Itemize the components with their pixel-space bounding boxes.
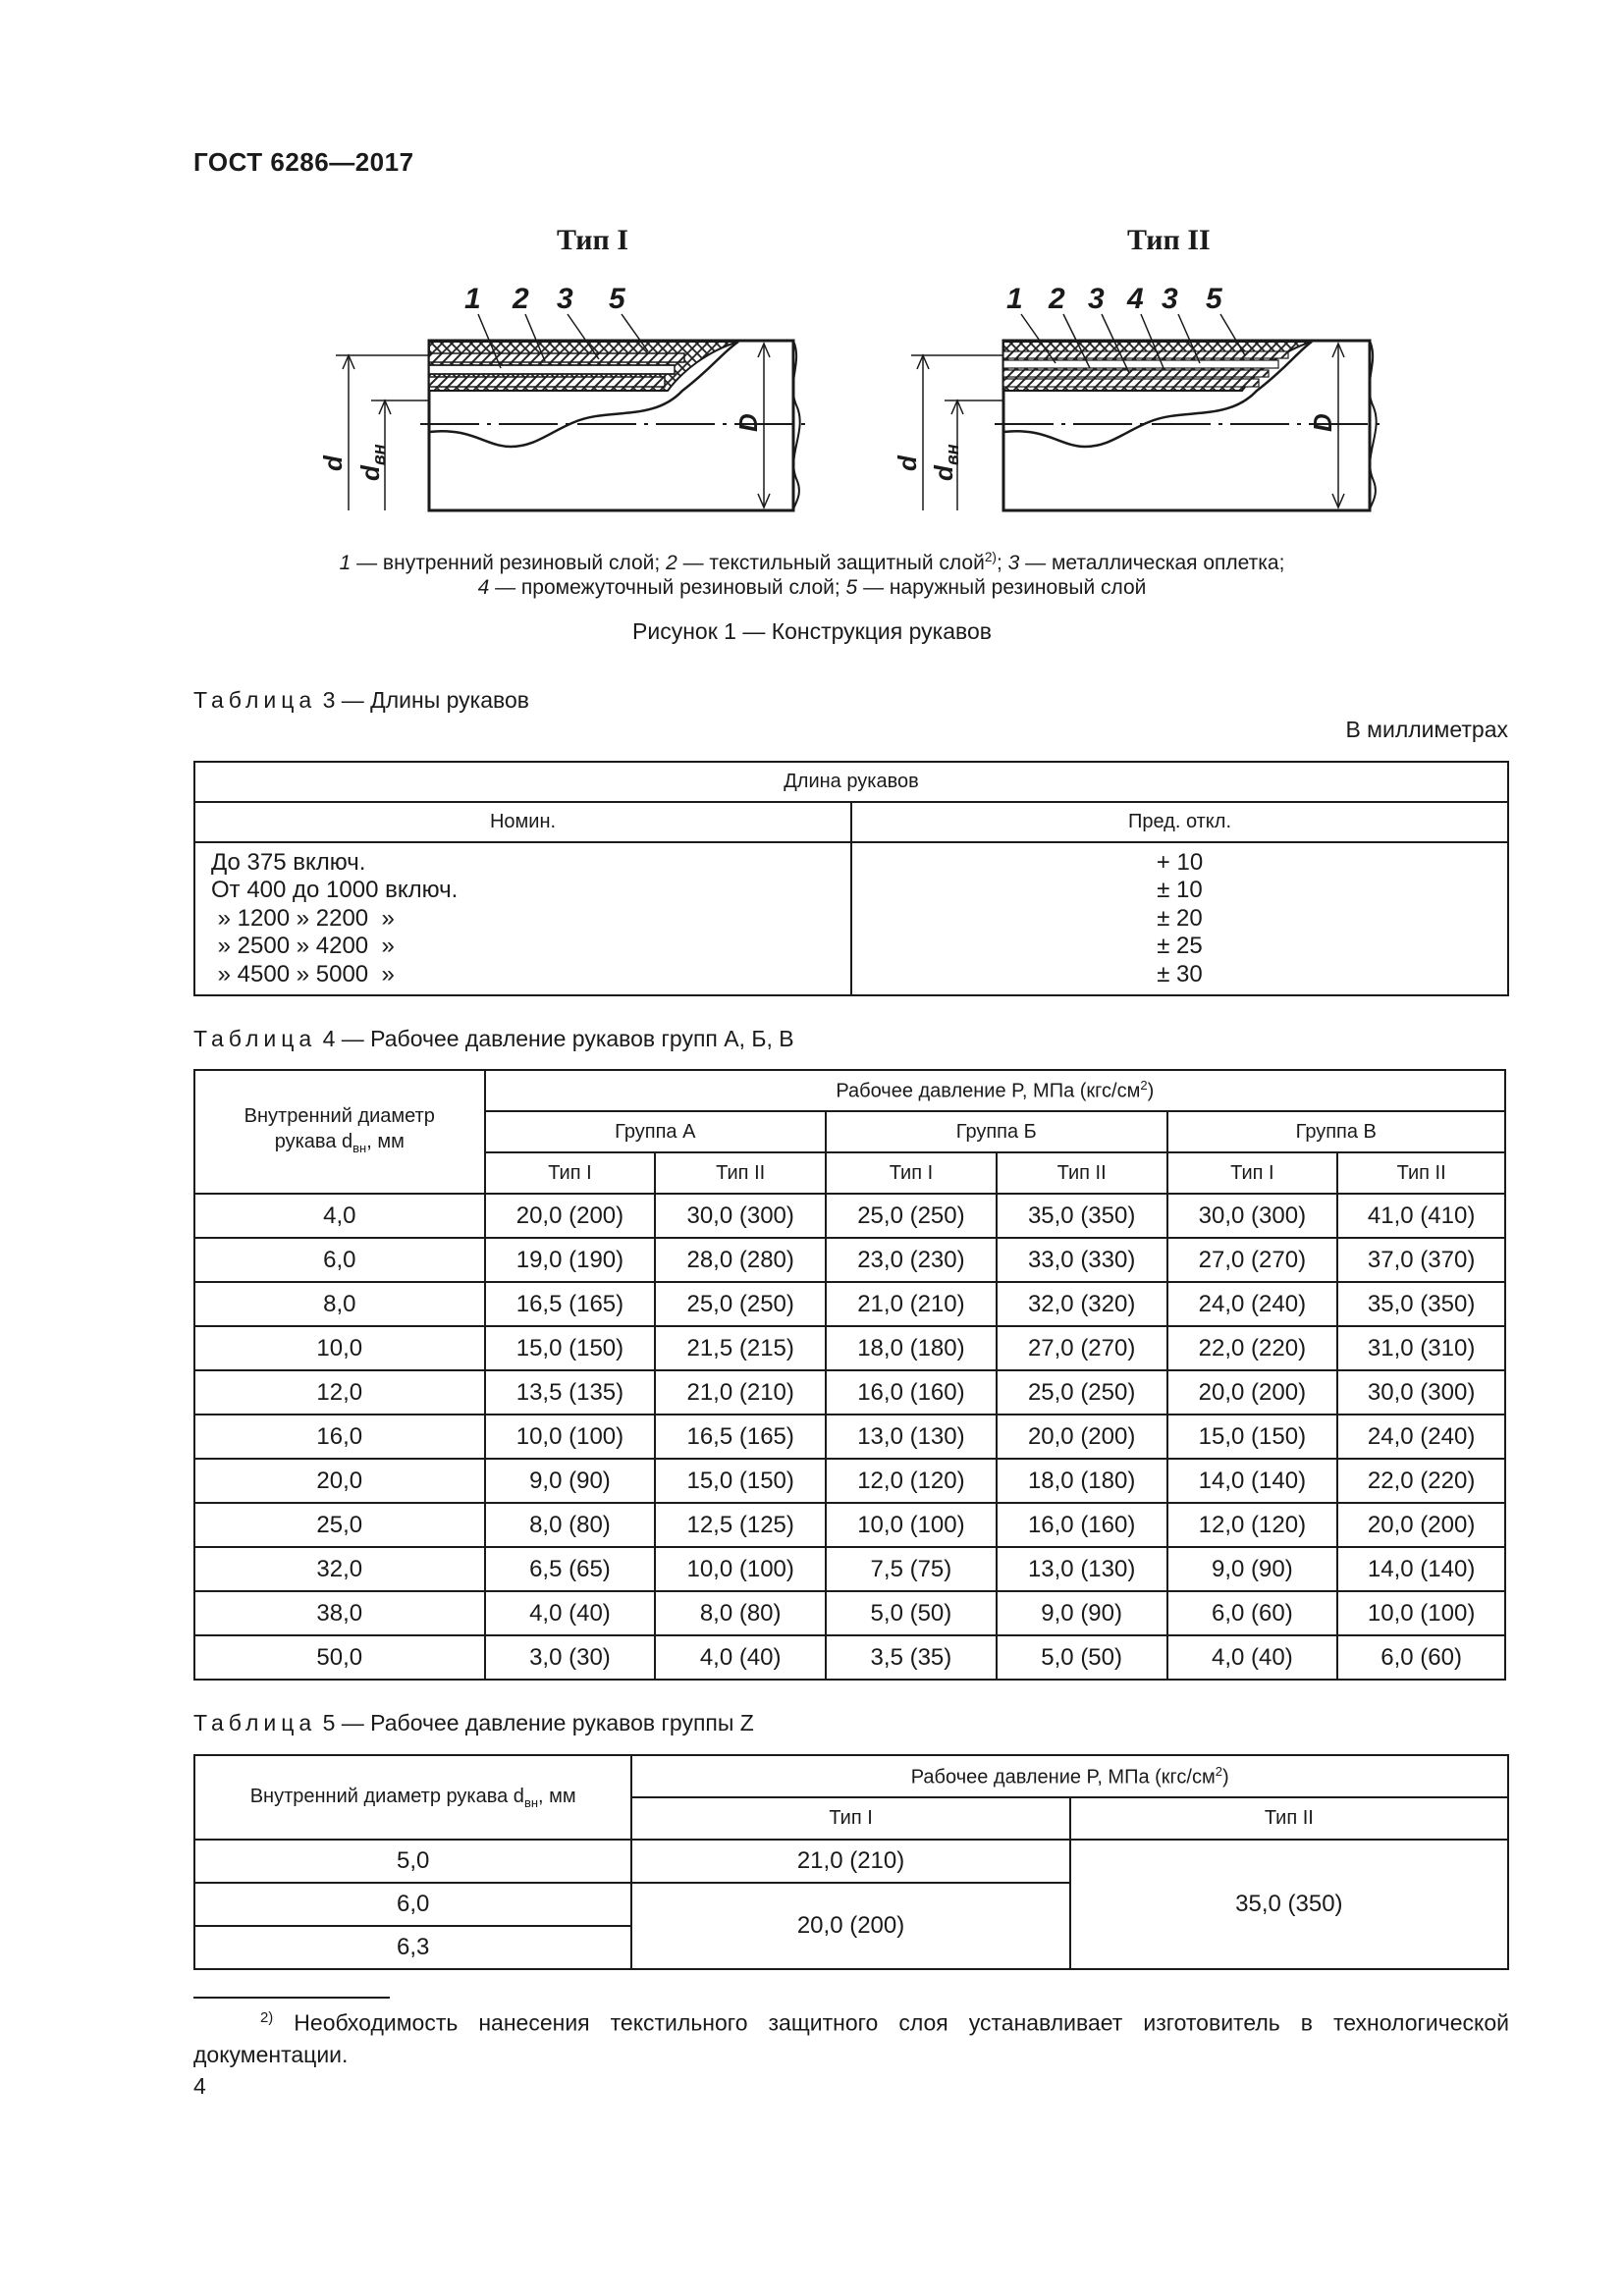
table4-pressure-cell: 13,5 (135) <box>485 1370 656 1415</box>
table4-pressure-cell: 5,0 (50) <box>997 1635 1167 1680</box>
table4-pressure-cell: 30,0 (300) <box>655 1194 826 1238</box>
table4-row <box>194 1194 1505 1238</box>
table3-nominal-1: До 375 включ. <box>211 848 366 876</box>
page-number: 4 <box>193 2073 206 2099</box>
table4-diameter-cell: 6,0 <box>194 1238 485 1282</box>
table3-head-nominal: Номин. <box>194 802 851 842</box>
table4-pressure-cell: 18,0 (180) <box>826 1326 997 1370</box>
table4-row <box>194 1547 1505 1591</box>
table4-pressure-cell: 6,5 (65) <box>485 1547 656 1591</box>
figure-legend-line2: 4 — промежуточный резиновый слой; 5 — наружный резиновый слой <box>477 576 1147 599</box>
table3-nominal-3: » 1200 » 2200 » <box>211 904 395 932</box>
table4-pressure-cell: 3,5 (35) <box>826 1635 997 1680</box>
table4-diameter-cell: 4,0 <box>194 1194 485 1238</box>
table4-row <box>194 1415 1505 1459</box>
document-header: ГОСТ 6286—2017 <box>193 147 414 177</box>
type2-marker-3a: 3 <box>1088 283 1105 315</box>
table3-head-deviation: Пред. откл. <box>851 802 1508 842</box>
table4-pressure-cell: 16,0 (160) <box>826 1370 997 1415</box>
table4-pressure-cell: 10,0 (100) <box>485 1415 656 1459</box>
table4-body <box>194 1194 1505 1680</box>
table4-row <box>194 1370 1505 1415</box>
table4-pressure-cell: 21,0 (210) <box>826 1282 997 1326</box>
table4-diameter-cell: 8,0 <box>194 1282 485 1326</box>
figure-type2-title: Тип II <box>1127 224 1211 256</box>
table4-pressure-cell: 6,0 (60) <box>1337 1635 1505 1680</box>
table4-pressure-cell: 9,0 (90) <box>485 1459 656 1503</box>
table4-pressure-cell: 13,0 (130) <box>997 1547 1167 1591</box>
table4-pressure-cell: 28,0 (280) <box>655 1238 826 1282</box>
table4-pressure-cell: 10,0 (100) <box>1337 1591 1505 1635</box>
table4-row <box>194 1282 1505 1326</box>
table3-head-top: Длина рукавов <box>194 762 1508 802</box>
table4-diameter-cell: 16,0 <box>194 1415 485 1459</box>
table5-diam-cell: 5,0 <box>194 1840 631 1883</box>
table4-pressure-cell: 41,0 (410) <box>1337 1194 1505 1238</box>
table4-type: Тип II <box>655 1152 826 1194</box>
table5-diam-cell: 6,3 <box>194 1926 631 1969</box>
table4-pressure-cell: 7,5 (75) <box>826 1547 997 1591</box>
table4-pressure-cell: 27,0 (270) <box>1167 1238 1338 1282</box>
table4-diameter-cell: 38,0 <box>194 1591 485 1635</box>
table4-pressure-cell: 15,0 (150) <box>485 1326 656 1370</box>
figure-caption: Рисунок 1 — Конструкция рукавов <box>632 618 992 644</box>
table3-deviation-3: ± 20 <box>1157 904 1203 932</box>
figure-legend-line1: 1 — внутренний резиновый слой; 2 — текстильный защитный слой$^{2)}$; 3 — металлическая оплетка; <box>339 550 1285 574</box>
table4-row <box>194 1635 1505 1680</box>
type2-marker-4: 4 <box>1127 283 1144 315</box>
table4-caption: Таблица 4 — Рабочее давление рукавов групп А, Б, В <box>193 1026 794 1051</box>
table5-head-type1: Тип I <box>631 1797 1069 1840</box>
table4-pressure-cell: 10,0 (100) <box>655 1547 826 1591</box>
figure-type1-title: Тип I <box>557 224 629 256</box>
type1-marker-5: 5 <box>609 283 625 315</box>
table4-pressure-cell: 24,0 (240) <box>1337 1415 1505 1459</box>
table5-caption: Таблица 5 — Рабочее давление рукавов группы Z <box>193 1710 754 1735</box>
type2-drawing <box>911 314 1382 510</box>
table4-type: Тип II <box>997 1152 1167 1194</box>
table4-pressure-cell: 3,0 (30) <box>485 1635 656 1680</box>
table4-pressure-cell: 20,0 (200) <box>1167 1370 1338 1415</box>
table4-diameter-cell: 10,0 <box>194 1326 485 1370</box>
table4-pressure-cell: 21,5 (215) <box>655 1326 826 1370</box>
footnote-separator <box>193 1997 390 1999</box>
table5-head-diameter: Внутренний диаметр рукава $d_{вн}$, мм <box>194 1755 631 1840</box>
table4-pressure-cell: 4,0 (40) <box>1167 1635 1338 1680</box>
table4-head-pressure: Рабочее давление P, МПа $(кгс/см^2)$ <box>485 1070 1505 1111</box>
table4-pressure-cell: 22,0 (220) <box>1337 1459 1505 1503</box>
type2-dim-dvn: $d_{вн}$ <box>929 444 962 481</box>
type2-marker-5: 5 <box>1206 283 1222 315</box>
table4-pressure-cell: 31,0 (310) <box>1337 1326 1505 1370</box>
table4-diameter-cell: 50,0 <box>194 1635 485 1680</box>
table4-group-v: Группа В <box>1167 1111 1505 1152</box>
type2-marker-2: 2 <box>1049 283 1065 315</box>
table4-type: Тип II <box>1337 1152 1505 1194</box>
table4-pressure-cell: 9,0 (90) <box>1167 1547 1338 1591</box>
table4-group-b: Группа Б <box>826 1111 1166 1152</box>
type1-dim-dvn: $d_{вн}$ <box>355 444 389 481</box>
table4-pressure-cell: 35,0 (350) <box>1337 1282 1505 1326</box>
table4-pressure-cell: 35,0 (350) <box>997 1194 1167 1238</box>
table4-row <box>194 1238 1505 1282</box>
table4-pressure-cell: 9,0 (90) <box>997 1591 1167 1635</box>
table4-pressure-cell: 12,5 (125) <box>655 1503 826 1547</box>
table4-type: Тип I <box>485 1152 656 1194</box>
table4-pressure-cell: 25,0 (250) <box>997 1370 1167 1415</box>
type1-dim-d: d <box>318 455 348 471</box>
table3-deviation-1: + 10 <box>1156 848 1204 876</box>
table4-pressure-cell: 20,0 (200) <box>1337 1503 1505 1547</box>
table3-deviation-4: ± 25 <box>1157 933 1203 960</box>
table4-diameter-cell: 12,0 <box>194 1370 485 1415</box>
table4-pressure-cell: 12,0 (120) <box>826 1459 997 1503</box>
table3-deviation-2: ± 10 <box>1157 877 1203 904</box>
table4-type: Тип I <box>826 1152 997 1194</box>
type2-dim-D: D <box>1308 413 1337 432</box>
table4-pressure-cell: 14,0 (140) <box>1167 1459 1338 1503</box>
table4-pressure-cell: 33,0 (330) <box>997 1238 1167 1282</box>
table4-pressure-cell: 13,0 (130) <box>826 1415 997 1459</box>
table4-pressure-cell: 27,0 (270) <box>997 1326 1167 1370</box>
type2-marker-3b: 3 <box>1162 283 1178 315</box>
hose-construction-figure <box>0 275 1624 530</box>
table4-pressure-cell: 8,0 (80) <box>655 1591 826 1635</box>
table4 <box>193 1069 1506 1681</box>
type1-drawing <box>336 314 807 510</box>
table4-pressure-cell: 16,5 (165) <box>485 1282 656 1326</box>
table4-pressure-cell: 20,0 (200) <box>485 1194 656 1238</box>
table4-row <box>194 1459 1505 1503</box>
table5-head-pressure: Рабочее давление P, МПа $(кгс/см^2)$ <box>631 1755 1508 1797</box>
table4-pressure-cell: 4,0 (40) <box>485 1591 656 1635</box>
type1-marker-3: 3 <box>557 283 573 315</box>
table3-nominal-5: » 4500 » 5000 » <box>211 960 395 988</box>
table4-row <box>194 1591 1505 1635</box>
table4-head-diameter: Внутренний диаметр рукава $d_{вн}$, мм <box>194 1070 485 1194</box>
table5-type1-cell: 21,0 (210) <box>631 1840 1069 1883</box>
table4-pressure-cell: 18,0 (180) <box>997 1459 1167 1503</box>
table4-pressure-cell: 10,0 (100) <box>826 1503 997 1547</box>
table4-pressure-cell: 16,5 (165) <box>655 1415 826 1459</box>
table4-diameter-cell: 25,0 <box>194 1503 485 1547</box>
table4-diameter-cell: 20,0 <box>194 1459 485 1503</box>
table5 <box>193 1754 1509 1970</box>
table4-pressure-cell: 20,0 (200) <box>997 1415 1167 1459</box>
table4-pressure-cell: 32,0 (320) <box>997 1282 1167 1326</box>
table3-units: В миллиметрах <box>1345 717 1508 742</box>
table4-type: Тип I <box>1167 1152 1338 1194</box>
footnote: $^{2)}$ Необходимость нанесения текстильного защитного слоя устанавливает изготовитель в технологической документации. <box>193 2009 1509 2067</box>
table4-pressure-cell: 19,0 (190) <box>485 1238 656 1282</box>
table4-group-a: Группа А <box>485 1111 826 1152</box>
table4-pressure-cell: 25,0 (250) <box>826 1194 997 1238</box>
table4-pressure-cell: 37,0 (370) <box>1337 1238 1505 1282</box>
table4-pressure-cell: 15,0 (150) <box>1167 1415 1338 1459</box>
table3 <box>193 761 1509 996</box>
table4-pressure-cell: 15,0 (150) <box>655 1459 826 1503</box>
table4-pressure-cell: 5,0 (50) <box>826 1591 997 1635</box>
type2-marker-1: 1 <box>1006 283 1023 315</box>
table3-nominal-4: » 2500 » 4200 » <box>211 933 395 960</box>
table4-pressure-cell: 16,0 (160) <box>997 1503 1167 1547</box>
type2-dim-d: d <box>893 455 922 471</box>
table3-nominal-cell <box>194 842 851 995</box>
table4-pressure-cell: 6,0 (60) <box>1167 1591 1338 1635</box>
table3-deviation-cell <box>851 842 1508 995</box>
table3-nominal-2: От 400 до 1000 включ. <box>211 877 459 904</box>
table3-caption: Таблица 3 — Длины рукавов <box>193 687 529 713</box>
table4-pressure-cell: 4,0 (40) <box>655 1635 826 1680</box>
table4-row <box>194 1326 1505 1370</box>
table4-pressure-cell: 30,0 (300) <box>1337 1370 1505 1415</box>
table4-row <box>194 1503 1505 1547</box>
table5-head-type2: Тип II <box>1070 1797 1508 1840</box>
type1-marker-1: 1 <box>464 283 481 315</box>
type1-marker-2: 2 <box>513 283 529 315</box>
table4-pressure-cell: 22,0 (220) <box>1167 1326 1338 1370</box>
table3-deviation-5: ± 30 <box>1157 960 1203 988</box>
type1-dim-D: D <box>733 413 763 432</box>
table4-pressure-cell: 30,0 (300) <box>1167 1194 1338 1238</box>
table4-pressure-cell: 24,0 (240) <box>1167 1282 1338 1326</box>
table5-diam-cell: 6,0 <box>194 1883 631 1926</box>
table4-pressure-cell: 8,0 (80) <box>485 1503 656 1547</box>
table4-pressure-cell: 23,0 (230) <box>826 1238 997 1282</box>
table4-pressure-cell: 25,0 (250) <box>655 1282 826 1326</box>
table5-type1-cell: 20,0 (200) <box>631 1883 1069 1969</box>
table4-diameter-cell: 32,0 <box>194 1547 485 1591</box>
table4-pressure-cell: 14,0 (140) <box>1337 1547 1505 1591</box>
table5-type2-cell: 35,0 (350) <box>1070 1840 1508 1969</box>
table4-pressure-cell: 21,0 (210) <box>655 1370 826 1415</box>
table4-pressure-cell: 12,0 (120) <box>1167 1503 1338 1547</box>
